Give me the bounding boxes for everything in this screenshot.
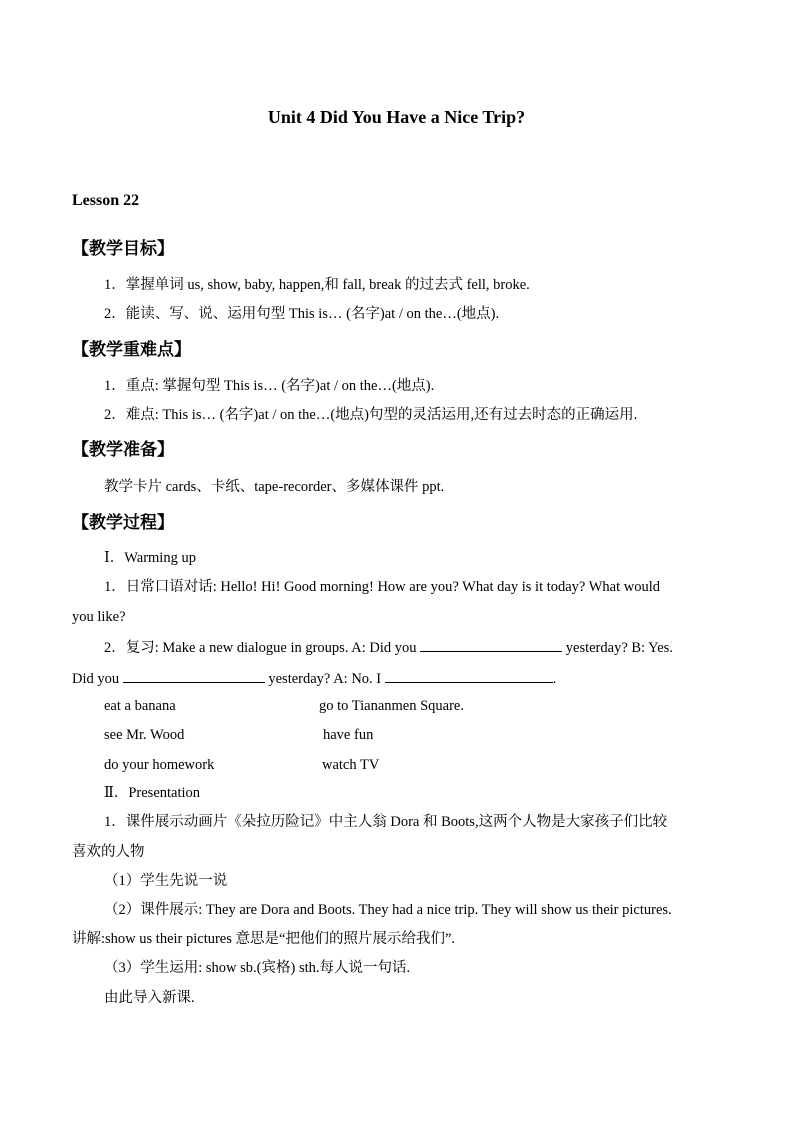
- closing-line: 由此导入新课.: [104, 990, 195, 1006]
- preparation-text: 教学卡片 cards、卡纸、tape-recorder、多媒体课件 ppt.: [104, 479, 445, 495]
- phrase-left-3: do your homework: [104, 757, 215, 773]
- phrase-right-2: have fun: [323, 727, 374, 743]
- lesson-heading: Lesson 22: [72, 192, 140, 209]
- phrase-left-2: see Mr. Wood: [104, 727, 185, 743]
- dialogue-text-a: 2．复习: Make a new dialogue in groups. A: Did you: [104, 640, 417, 656]
- dialogue-text-d: yesterday? A: No. I: [268, 671, 382, 687]
- phrase-right-3: watch TV: [322, 757, 380, 773]
- objectives-heading: 【教学目标】: [72, 239, 174, 259]
- objective-item-2: 2．能读、写、说、运用句型 This is… (名字)at / on the…(地点).: [104, 306, 500, 322]
- phrase-right-1: go to Tiananmen Square.: [319, 698, 464, 714]
- objective-item-1: 1．掌握单词 us, show, baby, happen,和 fall, break 的过去式 fell, broke.: [104, 277, 530, 293]
- presentation-item-1-line-1: 1．课件展示动画片《朵拉历险记》中主人翁 Dora 和 Boots,这两个人物是大家孩子们比较: [104, 814, 668, 830]
- key-point-item-2: 2．难点: This is… (名字)at / on the…(地点)句型的灵活运用,还有过去时态的正确运用.: [104, 407, 638, 423]
- document-title: Unit 4 Did You Have a Nice Trip?: [267, 107, 526, 127]
- dialogue-text-c: Did you: [72, 671, 120, 687]
- presentation-step-3: （3）学生运用: show sb.(宾格) sth.每人说一句话.: [104, 960, 411, 976]
- dialogue-text-e: .: [552, 671, 557, 687]
- presentation-step-2-line-1: （2）课件展示: They are Dora and Boots. They had a nice trip. They will show us their pictures.: [104, 902, 672, 918]
- presentation-label: Ⅱ．Presentation: [104, 785, 201, 801]
- fill-blank-1: [420, 637, 562, 652]
- warming-up-label: Ⅰ．Warming up: [104, 550, 196, 566]
- presentation-step-1: （1）学生先说一说: [104, 873, 228, 889]
- phrase-left-1: eat a banana: [104, 698, 176, 714]
- fill-blank-3: [385, 668, 553, 683]
- process-heading: 【教学过程】: [72, 513, 174, 533]
- presentation-item-1-line-2: 喜欢的人物: [72, 844, 145, 860]
- dialogue-text-b: yesterday? B: Yes.: [565, 640, 673, 656]
- fill-blank-2: [123, 668, 265, 683]
- warmup-item-1-line-2: you like?: [72, 609, 126, 625]
- warmup-item-1-line-1: 1．日常口语对话: Hello! Hi! Good morning! How are you? What day is it today? What would: [104, 579, 661, 595]
- presentation-step-2-line-2: 讲解:show us their pictures 意思是“把他们的照片展示给我们”.: [72, 931, 456, 947]
- warmup-item-2-line-1: [104, 637, 673, 657]
- key-point-item-1: 1．重点: 掌握句型 This is… (名字)at / on the…(地点).: [104, 378, 435, 394]
- key-points-heading: 【教学重难点】: [72, 340, 191, 360]
- warmup-item-2-line-2: [72, 668, 556, 688]
- preparation-heading: 【教学准备】: [72, 440, 174, 460]
